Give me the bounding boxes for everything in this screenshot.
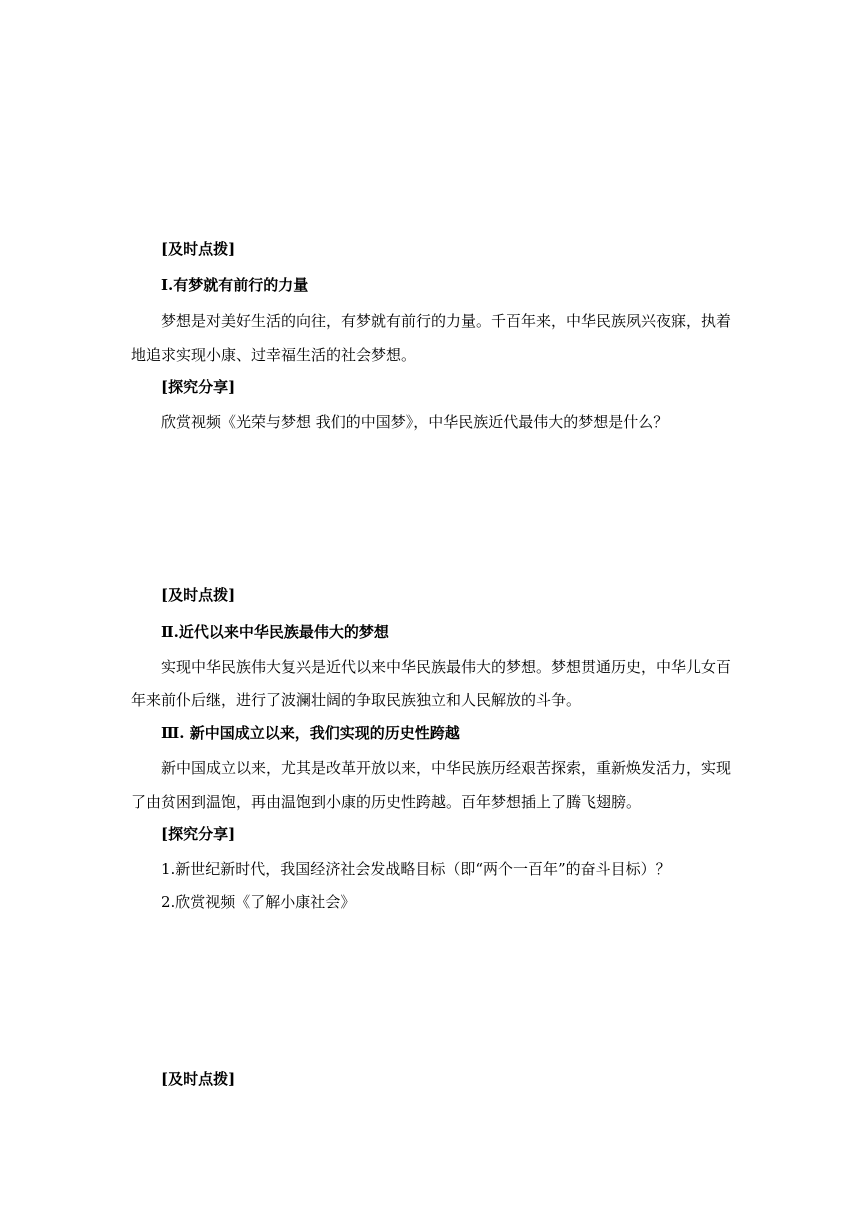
explore-heading: [探究分享]: [161, 825, 236, 843]
point-heading: Ⅲ. 新中国成立以来，我们实现的历史性跨越: [161, 724, 460, 742]
explore-question: 欣赏视频《光荣与梦想 我们的中国梦》，中华民族近代最伟大的梦想是什么？: [161, 413, 669, 431]
point-heading: Ⅱ.近代以来中华民族最伟大的梦想: [161, 623, 389, 641]
paragraph-line: 梦想是对美好生活的向往，有梦就有前行的力量。千百年来，中华民族夙兴夜寐，执着: [161, 312, 732, 330]
paragraph-line: 年来前仆后继，进行了波澜壮阔的争取民族独立和人民解放的斗争。: [131, 691, 582, 709]
tip-heading: [及时点拨]: [161, 1070, 236, 1088]
explore-heading: [探究分享]: [161, 378, 236, 396]
explore-question: 1.新世纪新时代，我国经济社会发战略目标（即“两个一百年”的奋斗目标）？: [161, 860, 671, 878]
tip-heading: [及时点拨]: [161, 586, 236, 604]
explore-question: 2.欣赏视频《了解小康社会》: [161, 893, 356, 911]
paragraph-line: 实现中华民族伟大复兴是近代以来中华民族最伟大的梦想。梦想贯通历史，中华儿女百: [161, 658, 732, 676]
paragraph-line: 新中国成立以来，尤其是改革开放以来，中华民族历经艰苦探索，重新焕发活力，实现: [161, 759, 732, 777]
paragraph-line: 地追求实现小康、过幸福生活的社会梦想。: [131, 346, 417, 364]
tip-heading: [及时点拨]: [161, 240, 236, 258]
point-heading: Ⅰ.有梦就有前行的力量: [161, 276, 309, 294]
paragraph-line: 了由贫困到温饱，再由温饱到小康的历史性跨越。百年梦想插上了腾飞翅膀。: [131, 793, 642, 811]
